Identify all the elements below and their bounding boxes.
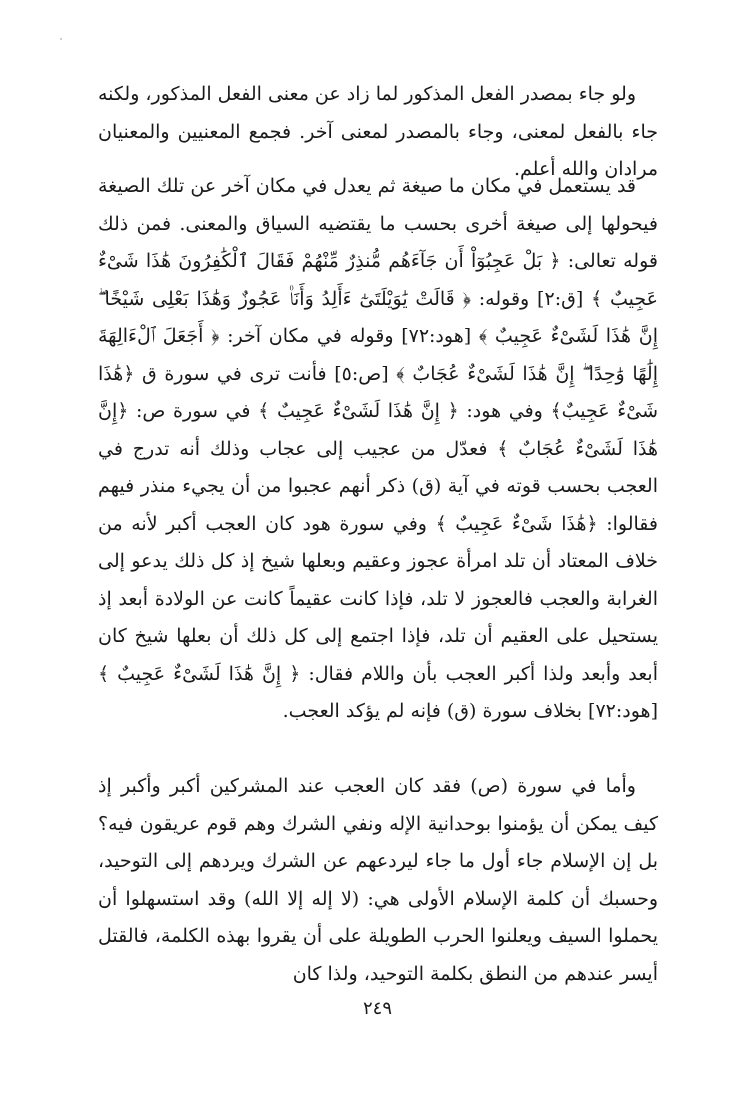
paragraph-3-block: [98, 768, 658, 993]
paragraph-3: وأما في سورة (ص) فقد كان العجب عند المشركين أكبر وأكبر إذ كيف يمكن أن يؤمنوا بوحدانية الإله ونفي الشرك وهم قوم عريقون فيه؟ بل إن الإسلام جاء أول ما جاء ليردعهم عن الشرك ويردهم إلى التوحيد، وحسبك أن كلمة الإسلام الأولى هي: (لا إله إلا الله) وقد استسهلوا أن يحملوا السيف ويعلنوا الحرب الطويلة على أن يقروا بهذه الكلمة، فالقتل أيسر عندهم من النطق بكلمة التوحيد، ولذا كان: [98, 775, 658, 985]
page-number: ٢٤٩: [362, 998, 392, 1019]
paragraph-2: قد يستعمل في مكان ما صيغة ثم يعدل في مكان آخر عن تلك الصيغة فيحولها إلى صيغة أخرى بحسب ما يقتضيه السياق والمعنى. فمن ذلك قوله تعالى: ﴿ بَلْ عَجِبُوٓاْ أَن جَآءَهُم مُّنذِرٌ مِّنْهُمْ فَقَالَ ٱلْكَٰفِرُونَ هَٰذَا شَىْءٌ عَجِيبٌ ﴾ [ق:٢] وقوله: ﴿ قَالَتْ يَٰوَيْلَتَىٰٓ ءَأَلِدُ وَأَنَا۠ عَجُوزٌ وَهَٰذَا بَعْلِى شَيْخًا ۖ إِنَّ هَٰذَا لَشَىْءٌ عَجِيبٌ ﴾ [هود:٧٢] وقوله في مكان آخر: ﴿ أَجَعَلَ ٱلْءَالِهَةَ إِلَٰهًا وَٰحِدًا ۖ إِنَّ هَٰذَا لَشَىْءٌ عُجَابٌ ﴾ [ص:٥] فأنت ترى في سورة ق ﴿هَٰذَا شَىْءٌ عَجِيبٌ﴾ وفي هود: ﴿ إِنَّ هَٰذَا لَشَىْءٌ عَجِيبٌ ﴾ في سورة ص: ﴿إِنَّ هَٰذَا لَشَىْءٌ عُجَابٌ ﴾ فعدّل من عجيب إلى عجاب وذلك أنه تدرج في العجب بحسب قوته في آية (ق) ذكر أنهم عجبوا من أن يجيء منذر فيهم فقالوا: ﴿هَٰذَا شَىْءٌ عَجِيبٌ ﴾ وفي سورة هود كان العجب أكبر لأنه من خلاف المعتاد أن تلد امرأة عجوز وعقيم وبعلها شيخ إذ كل ذلك يدعو إلى الغرابة والعجب فالعجوز لا تلد، فإذا كانت عقيماً كانت عن الولادة أبعد إذ يستحيل على العقيم أن تلد، فإذا اجتمع إلى كل ذلك أن بعلها شيخ كان أبعد وأبعد ولذا أكبر العجب بأن واللام فقال: ﴿ إِنَّ هَٰذَا لَشَىْءٌ عَجِيبٌ ﴾ [هود:٧٢] بخلاف سورة (ق) فإنه لم يؤكد العجب.: [98, 175, 658, 722]
scan-speck: [60, 38, 62, 40]
paragraph-1: ولو جاء بمصدر الفعل المذكور لما زاد عن معنى الفعل المذكور، ولكنه جاء بالفعل لمعنى، وجاء بالمصدر لمعنى آخر. فجمع المعنيين والمعنيان مرادان والله أعلم.: [98, 83, 658, 180]
paragraph-2-block: [98, 168, 658, 731]
